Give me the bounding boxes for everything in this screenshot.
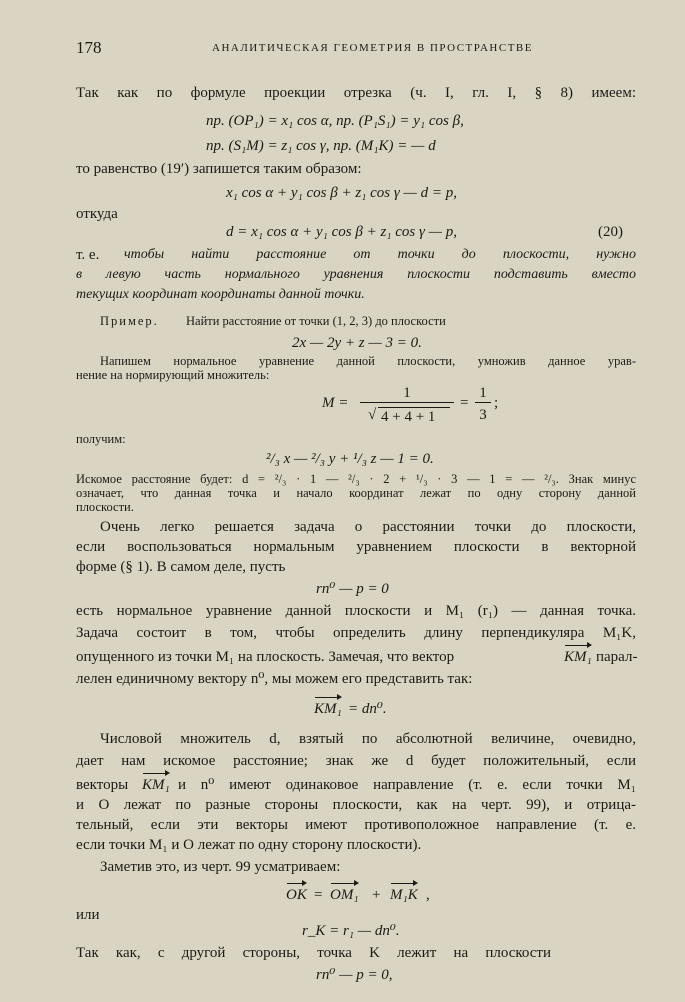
rule-line: чтобы найти расстояние от точки до плоскости, нужно: [124, 247, 636, 262]
formula-punct: ;: [494, 395, 499, 411]
text-line: тельный, если эти векторы имеют противоположное направление (т. е.: [76, 817, 636, 833]
formula-line: пр. (OP₁) = x₁ cos α, пр. (P₁S₁) = y₁ cos β,: [206, 113, 464, 129]
text-line: и O лежат по разные стороны плоскости, как на черт. 99), и отрица-: [76, 797, 636, 813]
text-line: Найти расстояние от точки (1, 2, 3) до плоскости: [186, 314, 446, 328]
text-line: есть нормальное уравнение данной плоскости и M₁ (r₁) — данная точка.: [76, 603, 636, 619]
text-line: Очень легко решается задача о расстоянии точки до плоскости,: [100, 519, 636, 535]
text-line: если воспользоваться нормальным уравнением плоскости в векторной: [76, 539, 636, 555]
text-line: если точки M₁ и O лежат по одну сторону плоскости).: [76, 837, 422, 853]
text-line: или: [76, 907, 100, 923]
text-line: дает нам искомое расстояние; знак же d будет положительный, если: [76, 753, 636, 769]
page-number: 178: [76, 38, 102, 57]
formula-line: = dn⁰.: [348, 701, 387, 717]
text-line: нение на нормирующий множитель:: [76, 368, 270, 382]
formula-line: rn⁰ — p = 0,: [316, 967, 393, 983]
text-line: откуда: [76, 206, 118, 222]
text-line: и n⁰ имеют одинаковое направление (т. е. если точки M₁: [178, 777, 636, 793]
text-line: Так как, с другой стороны, точка K лежит на плоскости: [76, 945, 551, 961]
text-line: т. е.: [76, 247, 100, 263]
text-line: векторы: [76, 777, 129, 793]
vector-notation: KM₁: [564, 649, 592, 665]
text-line: парал-: [596, 649, 638, 665]
formula-line: rn⁰ — p = 0: [316, 581, 389, 597]
fraction-denominator: 3: [479, 407, 487, 423]
formula-plus: +: [372, 887, 381, 903]
text-line: означает, что данная точка и начало координат лежат по одну сторону данной: [76, 486, 636, 500]
text-line: получим:: [76, 432, 126, 446]
fraction-numerator: 1: [479, 385, 487, 401]
text-line: плоскости.: [76, 500, 134, 514]
rule-line: в левую часть нормального уравнения плоскости подставить вместо: [76, 267, 636, 282]
fraction-bar: [360, 402, 454, 403]
vector-notation: KM₁: [142, 777, 170, 793]
formula-line: пр. (S₁M) = z₁ cos γ, пр. (M₁K) = — d: [206, 138, 436, 154]
rule-line: текущих координат координаты данной точки.: [76, 287, 365, 302]
text-line: форме (§ 1). В самом деле, пусть: [76, 559, 286, 575]
text-line: Напишем нормальное уравнение данной плоскости, умножив данное урав-: [100, 354, 636, 368]
formula-line: ²/₃ x — ²/₃ y + ¹/₃ z — 1 = 0.: [266, 451, 434, 467]
fraction-numerator: 1: [403, 385, 411, 401]
vector-notation: KM₁: [314, 701, 342, 717]
equation-number: (20): [598, 224, 623, 240]
formula-equals: =: [314, 887, 323, 903]
text-line: то равенство (19′) запишется таким образом:: [76, 161, 362, 177]
vector-notation: M₁K: [390, 887, 418, 903]
text-line: Заметив это, из черт. 99 усматриваем:: [100, 859, 341, 875]
formula-line: d = x₁ cos α + y₁ cos β + z₁ cos γ — p,: [226, 224, 457, 240]
sqrt-sign: √: [368, 407, 377, 423]
formula-line: x₁ cos α + y₁ cos β + z₁ cos γ — d = p,: [226, 185, 457, 201]
vector-notation: OK: [286, 887, 307, 903]
formula-line: r_K = r₁ — dn⁰.: [302, 923, 400, 939]
text-line: Искомое расстояние будет: d = ²/₃ · 1 — ²/₃ · 2 + ¹/₃ · 3 — 1 = — ²/₃. Знак минус: [76, 472, 636, 486]
formula-punct: ,: [426, 887, 430, 903]
vector-notation: OM₁: [330, 887, 359, 903]
text-line: лелен единичному вектору n⁰, мы можем его представить так:: [76, 671, 473, 687]
formula-line: 2x — 2y + z — 3 = 0.: [292, 335, 422, 351]
formula-equals: =: [460, 395, 469, 411]
fraction-bar: [475, 402, 491, 403]
text-line: Задача состоит в том, чтобы определить длину перпендикуляра M₁K,: [76, 625, 636, 641]
text-line: опущенного из точки M₁ на плоскость. Замечая, что вектор: [76, 649, 455, 665]
text-line: Так как по формуле проекции отрезка (ч. I, гл. I, § 8) имеем:: [76, 85, 636, 101]
formula-lhs: M =: [322, 395, 349, 411]
text-line: Числовой множитель d, взятый по абсолютной величине, очевидно,: [100, 731, 636, 747]
fraction-denominator: 4 + 4 + 1: [381, 409, 436, 425]
example-label: Пример.: [100, 314, 159, 328]
running-title: АНАЛИТИЧЕСКАЯ ГЕОМЕТРИЯ В ПРОСТРАНСТВЕ: [212, 42, 533, 54]
